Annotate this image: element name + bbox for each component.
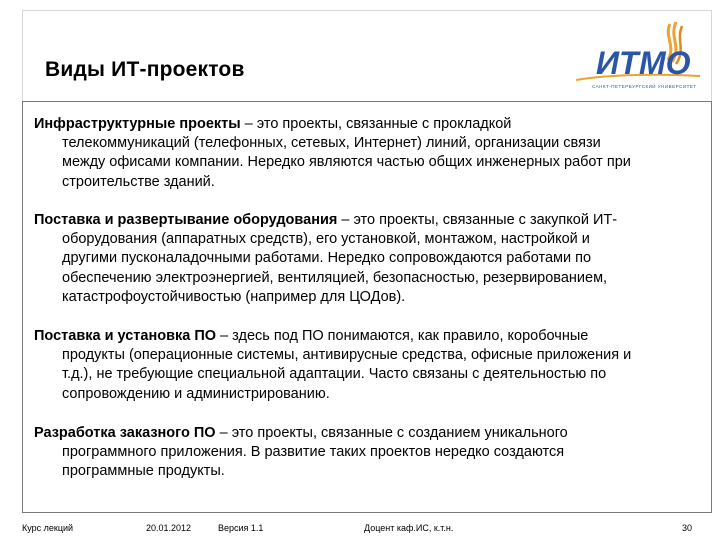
paragraph-line: строительстве зданий. (62, 173, 215, 190)
logo-caption: САНКТ-ПЕТЕРБУРГСКИЙ УНИВЕРСИТЕТ (592, 84, 697, 89)
footer-date: 20.01.2012 (146, 523, 192, 533)
content-box (22, 101, 712, 513)
paragraph-line: т.д.), не требующие специальной адаптации. Часто связаны с деятельностью по (62, 366, 607, 383)
paragraph-line: – это проекты, связанные с прокладкой (240, 116, 512, 132)
term: Поставка и установка ПО (34, 328, 217, 344)
term: Инфраструктурные проекты (34, 116, 241, 132)
itmo-logo (572, 16, 704, 96)
term: Поставка и развертывание оборудования (34, 212, 338, 228)
paragraph-infrastructure (34, 115, 706, 192)
paragraph-hardware (34, 211, 706, 307)
footer-author: Доцент каф.ИС, к.т.н. (364, 523, 454, 533)
paragraph-line: телекоммуникаций (телефонных, сетевых, Интернет) линий, организации связи (62, 135, 601, 152)
paragraph-line: катастрофоустойчивостью (например для ЦОДов). (62, 288, 406, 305)
paragraph-line: – это проекты, связанные с закупкой ИТ- (337, 212, 618, 228)
term: Разработка заказного ПО (34, 425, 216, 441)
paragraph-line: между офисами компании. Нередко являются частью общих инженерных работ при (62, 154, 631, 171)
paragraph-line: другими пусконаладочными работами. Нередко сопровождаются работами по (62, 250, 592, 267)
paragraph-line: оборудования (аппаратных средств), его установкой, монтажом, настройкой и (62, 231, 590, 248)
paragraph-custom-software (34, 424, 706, 482)
slide-title: Виды ИТ-проектов (45, 58, 245, 81)
page-number: 30 (682, 523, 693, 533)
footer-version: Версия 1.1 (218, 523, 264, 533)
footer-course: Курс лекций (22, 523, 74, 533)
paragraph-line: – здесь под ПО понимаются, как правило, коробочные (216, 328, 589, 344)
paragraph-line: программного приложения. В развитие таких проектов нередко создаются (62, 444, 565, 461)
paragraph-line: обеспечению электроэнергией, вентиляцией, безопасностью, резервированием, (62, 269, 608, 286)
paragraph-line: продукты (операционные системы, антивирусные средства, офисные приложения и (62, 347, 632, 364)
paragraph-line: сопровождению и администрированию. (62, 385, 330, 402)
logo-text: ИТМО (596, 45, 691, 81)
paragraph-software-install (34, 327, 706, 404)
paragraph-line: – это проекты, связанные с созданием уникального (215, 425, 568, 441)
paragraph-line: программные продукты. (62, 463, 225, 480)
